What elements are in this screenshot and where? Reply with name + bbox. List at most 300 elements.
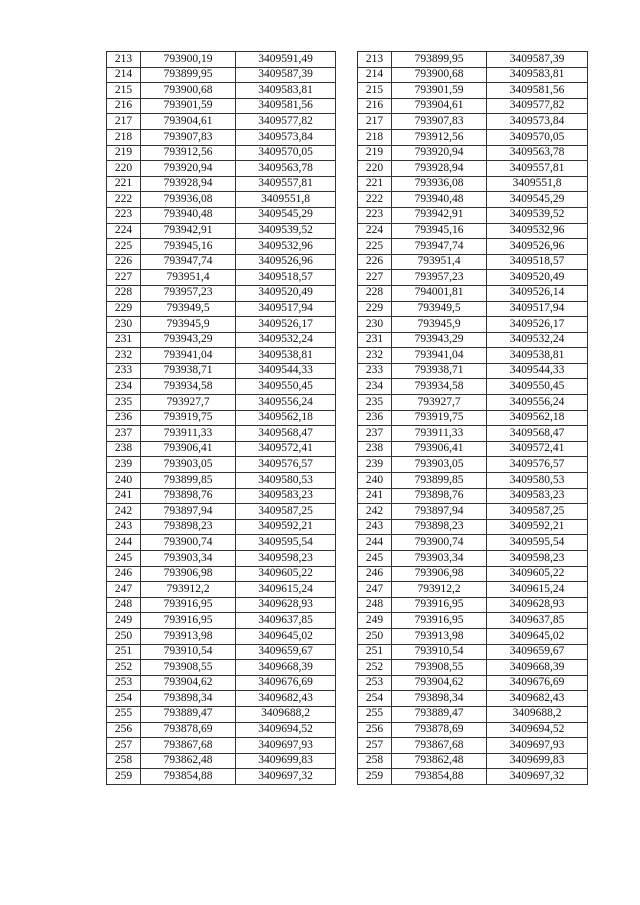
table-row	[358, 363, 588, 379]
y-coordinate-cell: 3409668,39	[487, 660, 588, 676]
table-row	[358, 379, 588, 395]
table-row	[358, 535, 588, 551]
table-row	[107, 519, 336, 535]
point-number-cell: 237	[107, 426, 141, 442]
table-row	[107, 488, 336, 504]
y-coordinate-cell: 3409699,83	[487, 753, 588, 769]
table-row	[358, 114, 588, 130]
point-number-cell: 216	[107, 98, 141, 114]
point-number-cell: 249	[358, 613, 392, 629]
point-number-cell: 243	[107, 519, 141, 535]
point-number-cell: 252	[358, 660, 392, 676]
y-coordinate-cell: 3409539,52	[236, 223, 336, 239]
x-coordinate-cell: 793898,76	[392, 488, 487, 504]
y-coordinate-cell: 3409659,67	[236, 644, 336, 660]
table-row	[358, 597, 588, 613]
x-coordinate-cell: 793911,33	[141, 426, 236, 442]
x-coordinate-cell: 793916,95	[141, 597, 236, 613]
table-row	[358, 145, 588, 161]
table-row	[358, 332, 588, 348]
table-row	[358, 675, 588, 691]
y-coordinate-cell: 3409573,84	[236, 129, 336, 145]
x-coordinate-cell: 793936,08	[392, 176, 487, 192]
y-coordinate-cell: 3409526,14	[487, 285, 588, 301]
y-coordinate-cell: 3409517,94	[236, 301, 336, 317]
point-number-cell: 245	[358, 551, 392, 567]
table-row	[107, 301, 336, 317]
point-number-cell: 224	[107, 223, 141, 239]
y-coordinate-cell: 3409520,49	[487, 270, 588, 286]
x-coordinate-cell: 793897,94	[392, 504, 487, 520]
x-coordinate-cell: 793910,54	[392, 644, 487, 660]
x-coordinate-cell: 793889,47	[392, 706, 487, 722]
table-row	[107, 457, 336, 473]
table-row	[358, 660, 588, 676]
point-number-cell: 258	[107, 753, 141, 769]
point-number-cell: 248	[107, 597, 141, 613]
y-coordinate-cell: 3409544,33	[487, 363, 588, 379]
x-coordinate-cell: 793900,68	[141, 83, 236, 99]
point-number-cell: 221	[107, 176, 141, 192]
x-coordinate-cell: 793943,29	[141, 332, 236, 348]
point-number-cell: 218	[358, 129, 392, 145]
table-row	[107, 722, 336, 738]
point-number-cell: 228	[358, 285, 392, 301]
table-row	[358, 519, 588, 535]
x-coordinate-cell: 793951,4	[392, 254, 487, 270]
point-number-cell: 245	[107, 551, 141, 567]
x-coordinate-cell: 793854,88	[141, 769, 236, 785]
point-number-cell: 235	[358, 395, 392, 411]
table-row	[107, 98, 336, 114]
y-coordinate-cell: 3409628,93	[487, 597, 588, 613]
point-number-cell: 229	[358, 301, 392, 317]
table-row	[107, 239, 336, 255]
table-row	[358, 83, 588, 99]
y-coordinate-cell: 3409699,83	[236, 753, 336, 769]
coordinates-table-right	[357, 51, 588, 785]
y-coordinate-cell: 3409557,81	[487, 161, 588, 177]
y-coordinate-cell: 3409545,29	[236, 207, 336, 223]
x-coordinate-cell: 793897,94	[141, 504, 236, 520]
x-coordinate-cell: 793898,23	[141, 519, 236, 535]
y-coordinate-cell: 3409572,41	[487, 441, 588, 457]
x-coordinate-cell: 793878,69	[141, 722, 236, 738]
table-row	[358, 176, 588, 192]
point-number-cell: 214	[358, 67, 392, 83]
table-row	[107, 223, 336, 239]
point-number-cell: 215	[107, 83, 141, 99]
table-row	[107, 176, 336, 192]
table-row	[107, 644, 336, 660]
x-coordinate-cell: 793912,56	[141, 145, 236, 161]
x-coordinate-cell: 793867,68	[141, 738, 236, 754]
y-coordinate-cell: 3409637,85	[487, 613, 588, 629]
point-number-cell: 244	[358, 535, 392, 551]
y-coordinate-cell: 3409562,18	[236, 410, 336, 426]
x-coordinate-cell: 793854,88	[392, 769, 487, 785]
table-row	[107, 270, 336, 286]
x-coordinate-cell: 793899,85	[141, 473, 236, 489]
x-coordinate-cell: 793900,74	[141, 535, 236, 551]
point-number-cell: 214	[107, 67, 141, 83]
x-coordinate-cell: 793901,59	[392, 83, 487, 99]
y-coordinate-cell: 3409572,41	[236, 441, 336, 457]
y-coordinate-cell: 3409556,24	[487, 395, 588, 411]
x-coordinate-cell: 793957,23	[141, 285, 236, 301]
y-coordinate-cell: 3409688,2	[487, 706, 588, 722]
point-number-cell: 254	[358, 691, 392, 707]
x-coordinate-cell: 793940,48	[141, 207, 236, 223]
table-row	[107, 285, 336, 301]
point-number-cell: 256	[107, 722, 141, 738]
table-row	[358, 722, 588, 738]
point-number-cell: 213	[358, 52, 392, 68]
x-coordinate-cell: 793867,68	[392, 738, 487, 754]
y-coordinate-cell: 3409595,54	[236, 535, 336, 551]
y-coordinate-cell: 3409538,81	[236, 348, 336, 364]
point-number-cell: 221	[358, 176, 392, 192]
x-coordinate-cell: 793899,95	[392, 52, 487, 68]
point-number-cell: 239	[107, 457, 141, 473]
x-coordinate-cell: 793899,85	[392, 473, 487, 489]
point-number-cell: 230	[107, 317, 141, 333]
point-number-cell: 254	[107, 691, 141, 707]
x-coordinate-cell: 793904,62	[392, 675, 487, 691]
table-row	[358, 613, 588, 629]
y-coordinate-cell: 3409556,24	[236, 395, 336, 411]
y-coordinate-cell: 3409645,02	[487, 628, 588, 644]
table-row	[358, 769, 588, 785]
y-coordinate-cell: 3409563,78	[487, 145, 588, 161]
x-coordinate-cell: 793936,08	[141, 192, 236, 208]
x-coordinate-cell: 793913,98	[392, 628, 487, 644]
y-coordinate-cell: 3409551,8	[487, 176, 588, 192]
y-coordinate-cell: 3409605,22	[487, 566, 588, 582]
x-coordinate-cell: 793900,19	[141, 52, 236, 68]
point-number-cell: 222	[358, 192, 392, 208]
table-row	[358, 566, 588, 582]
table-row	[107, 566, 336, 582]
point-number-cell: 238	[358, 441, 392, 457]
table-row	[358, 504, 588, 520]
y-coordinate-cell: 3409615,24	[487, 582, 588, 598]
y-coordinate-cell: 3409551,8	[236, 192, 336, 208]
point-number-cell: 236	[107, 410, 141, 426]
x-coordinate-cell: 793907,83	[141, 129, 236, 145]
y-coordinate-cell: 3409526,17	[487, 317, 588, 333]
point-number-cell: 259	[358, 769, 392, 785]
table-row	[107, 753, 336, 769]
point-number-cell: 219	[107, 145, 141, 161]
y-coordinate-cell: 3409592,21	[487, 519, 588, 535]
point-number-cell: 218	[107, 129, 141, 145]
y-coordinate-cell: 3409570,05	[236, 145, 336, 161]
x-coordinate-cell: 793943,29	[392, 332, 487, 348]
table-row	[358, 582, 588, 598]
point-number-cell: 213	[107, 52, 141, 68]
table-row	[358, 426, 588, 442]
x-coordinate-cell: 793906,98	[141, 566, 236, 582]
y-coordinate-cell: 3409659,67	[487, 644, 588, 660]
x-coordinate-cell: 793906,98	[392, 566, 487, 582]
point-number-cell: 249	[107, 613, 141, 629]
point-number-cell: 225	[358, 239, 392, 255]
point-number-cell: 226	[358, 254, 392, 270]
table-row	[107, 161, 336, 177]
x-coordinate-cell: 793927,7	[392, 395, 487, 411]
x-coordinate-cell: 793903,34	[392, 551, 487, 567]
table-row	[358, 98, 588, 114]
x-coordinate-cell: 793945,9	[141, 317, 236, 333]
table-row	[107, 192, 336, 208]
point-number-cell: 241	[107, 488, 141, 504]
point-number-cell: 251	[107, 644, 141, 660]
y-coordinate-cell: 3409583,81	[236, 83, 336, 99]
table-row	[358, 441, 588, 457]
y-coordinate-cell: 3409637,85	[236, 613, 336, 629]
y-coordinate-cell: 3409598,23	[236, 551, 336, 567]
table-row	[107, 114, 336, 130]
table-row	[358, 410, 588, 426]
point-number-cell: 246	[107, 566, 141, 582]
point-number-cell: 242	[358, 504, 392, 520]
table-row	[107, 395, 336, 411]
x-coordinate-cell: 793949,5	[141, 301, 236, 317]
point-number-cell: 250	[358, 628, 392, 644]
table-row	[107, 675, 336, 691]
x-coordinate-cell: 793912,56	[392, 129, 487, 145]
table-row	[358, 161, 588, 177]
x-coordinate-cell: 793916,95	[141, 613, 236, 629]
x-coordinate-cell: 793911,33	[392, 426, 487, 442]
point-number-cell: 215	[358, 83, 392, 99]
y-coordinate-cell: 3409697,32	[487, 769, 588, 785]
point-number-cell: 244	[107, 535, 141, 551]
table-row	[107, 145, 336, 161]
point-number-cell: 253	[107, 675, 141, 691]
y-coordinate-cell: 3409682,43	[236, 691, 336, 707]
y-coordinate-cell: 3409645,02	[236, 628, 336, 644]
point-number-cell: 223	[107, 207, 141, 223]
x-coordinate-cell: 793904,62	[141, 675, 236, 691]
y-coordinate-cell: 3409520,49	[236, 285, 336, 301]
x-coordinate-cell: 793912,2	[141, 582, 236, 598]
table-row	[358, 348, 588, 364]
coordinates-table-right-body	[358, 52, 588, 785]
x-coordinate-cell: 793938,71	[392, 363, 487, 379]
x-coordinate-cell: 793941,04	[392, 348, 487, 364]
y-coordinate-cell: 3409688,2	[236, 706, 336, 722]
point-number-cell: 237	[358, 426, 392, 442]
x-coordinate-cell: 793928,94	[392, 161, 487, 177]
y-coordinate-cell: 3409550,45	[236, 379, 336, 395]
table-row	[358, 317, 588, 333]
point-number-cell: 226	[107, 254, 141, 270]
point-number-cell: 234	[358, 379, 392, 395]
table-row	[358, 254, 588, 270]
table-row	[107, 473, 336, 489]
table-row	[107, 317, 336, 333]
y-coordinate-cell: 3409694,52	[487, 722, 588, 738]
x-coordinate-cell: 793903,05	[392, 457, 487, 473]
y-coordinate-cell: 3409587,39	[487, 52, 588, 68]
y-coordinate-cell: 3409517,94	[487, 301, 588, 317]
point-number-cell: 217	[107, 114, 141, 130]
point-number-cell: 250	[107, 628, 141, 644]
x-coordinate-cell: 793889,47	[141, 706, 236, 722]
y-coordinate-cell: 3409581,56	[487, 83, 588, 99]
x-coordinate-cell: 793878,69	[392, 722, 487, 738]
table-row	[107, 535, 336, 551]
table-row	[107, 769, 336, 785]
y-coordinate-cell: 3409598,23	[487, 551, 588, 567]
y-coordinate-cell: 3409583,23	[236, 488, 336, 504]
x-coordinate-cell: 793945,16	[141, 239, 236, 255]
point-number-cell: 224	[358, 223, 392, 239]
point-number-cell: 247	[107, 582, 141, 598]
point-number-cell: 220	[107, 161, 141, 177]
point-number-cell: 216	[358, 98, 392, 114]
table-row	[107, 613, 336, 629]
point-number-cell: 256	[358, 722, 392, 738]
table-row	[358, 129, 588, 145]
point-number-cell: 248	[358, 597, 392, 613]
y-coordinate-cell: 3409557,81	[236, 176, 336, 192]
y-coordinate-cell: 3409628,93	[236, 597, 336, 613]
x-coordinate-cell: 793951,4	[141, 270, 236, 286]
point-number-cell: 257	[358, 738, 392, 754]
point-number-cell: 251	[358, 644, 392, 660]
table-row	[358, 473, 588, 489]
x-coordinate-cell: 793928,94	[141, 176, 236, 192]
y-coordinate-cell: 3409697,32	[236, 769, 336, 785]
x-coordinate-cell: 793898,34	[141, 691, 236, 707]
table-row	[107, 738, 336, 754]
x-coordinate-cell: 793927,7	[141, 395, 236, 411]
x-coordinate-cell: 793919,75	[392, 410, 487, 426]
point-number-cell: 240	[358, 473, 392, 489]
point-number-cell: 229	[107, 301, 141, 317]
table-row	[358, 395, 588, 411]
y-coordinate-cell: 3409615,24	[236, 582, 336, 598]
x-coordinate-cell: 793920,94	[392, 145, 487, 161]
table-row	[107, 52, 336, 68]
y-coordinate-cell: 3409587,25	[236, 504, 336, 520]
table-row	[358, 270, 588, 286]
x-coordinate-cell: 793908,55	[392, 660, 487, 676]
x-coordinate-cell: 793910,54	[141, 644, 236, 660]
y-coordinate-cell: 3409573,84	[487, 114, 588, 130]
table-row	[358, 644, 588, 660]
point-number-cell: 219	[358, 145, 392, 161]
point-number-cell: 227	[358, 270, 392, 286]
table-row	[107, 379, 336, 395]
x-coordinate-cell: 793947,74	[392, 239, 487, 255]
table-row	[107, 426, 336, 442]
x-coordinate-cell: 793898,76	[141, 488, 236, 504]
x-coordinate-cell: 793900,74	[392, 535, 487, 551]
y-coordinate-cell: 3409526,96	[487, 239, 588, 255]
table-row	[107, 363, 336, 379]
point-number-cell: 228	[107, 285, 141, 301]
x-coordinate-cell: 793899,95	[141, 67, 236, 83]
table-row	[107, 628, 336, 644]
table-row	[107, 551, 336, 567]
table-row	[358, 691, 588, 707]
y-coordinate-cell: 3409545,29	[487, 192, 588, 208]
point-number-cell: 247	[358, 582, 392, 598]
point-number-cell: 223	[358, 207, 392, 223]
y-coordinate-cell: 3409587,39	[236, 67, 336, 83]
y-coordinate-cell: 3409595,54	[487, 535, 588, 551]
point-number-cell: 232	[107, 348, 141, 364]
point-number-cell: 253	[358, 675, 392, 691]
point-number-cell: 220	[358, 161, 392, 177]
table-row	[107, 706, 336, 722]
x-coordinate-cell: 793901,59	[141, 98, 236, 114]
point-number-cell: 230	[358, 317, 392, 333]
y-coordinate-cell: 3409583,23	[487, 488, 588, 504]
table-row	[107, 410, 336, 426]
x-coordinate-cell: 793862,48	[392, 753, 487, 769]
y-coordinate-cell: 3409576,57	[236, 457, 336, 473]
point-number-cell: 252	[107, 660, 141, 676]
y-coordinate-cell: 3409577,82	[487, 98, 588, 114]
x-coordinate-cell: 793942,91	[141, 223, 236, 239]
table-row	[358, 67, 588, 83]
point-number-cell: 259	[107, 769, 141, 785]
table-row	[358, 207, 588, 223]
x-coordinate-cell: 793900,68	[392, 67, 487, 83]
table-row	[358, 301, 588, 317]
y-coordinate-cell: 3409676,69	[236, 675, 336, 691]
x-coordinate-cell: 793913,98	[141, 628, 236, 644]
x-coordinate-cell: 793920,94	[141, 161, 236, 177]
table-row	[358, 239, 588, 255]
y-coordinate-cell: 3409532,24	[487, 332, 588, 348]
point-number-cell: 246	[358, 566, 392, 582]
x-coordinate-cell: 793908,55	[141, 660, 236, 676]
x-coordinate-cell: 793942,91	[392, 207, 487, 223]
y-coordinate-cell: 3409544,33	[236, 363, 336, 379]
y-coordinate-cell: 3409539,52	[487, 207, 588, 223]
point-number-cell: 222	[107, 192, 141, 208]
x-coordinate-cell: 793904,61	[392, 98, 487, 114]
y-coordinate-cell: 3409605,22	[236, 566, 336, 582]
table-row	[358, 192, 588, 208]
point-number-cell: 235	[107, 395, 141, 411]
x-coordinate-cell: 793898,23	[392, 519, 487, 535]
x-coordinate-cell: 793947,74	[141, 254, 236, 270]
x-coordinate-cell: 793949,5	[392, 301, 487, 317]
point-number-cell: 236	[358, 410, 392, 426]
table-row	[107, 348, 336, 364]
y-coordinate-cell: 3409676,69	[487, 675, 588, 691]
x-coordinate-cell: 793919,75	[141, 410, 236, 426]
y-coordinate-cell: 3409583,81	[487, 67, 588, 83]
table-row	[107, 504, 336, 520]
y-coordinate-cell: 3409668,39	[236, 660, 336, 676]
y-coordinate-cell: 3409592,21	[236, 519, 336, 535]
y-coordinate-cell: 3409562,18	[487, 410, 588, 426]
coordinates-table-left	[106, 51, 336, 785]
y-coordinate-cell: 3409532,24	[236, 332, 336, 348]
table-row	[107, 332, 336, 348]
table-row	[358, 753, 588, 769]
y-coordinate-cell: 3409563,78	[236, 161, 336, 177]
point-number-cell: 240	[107, 473, 141, 489]
